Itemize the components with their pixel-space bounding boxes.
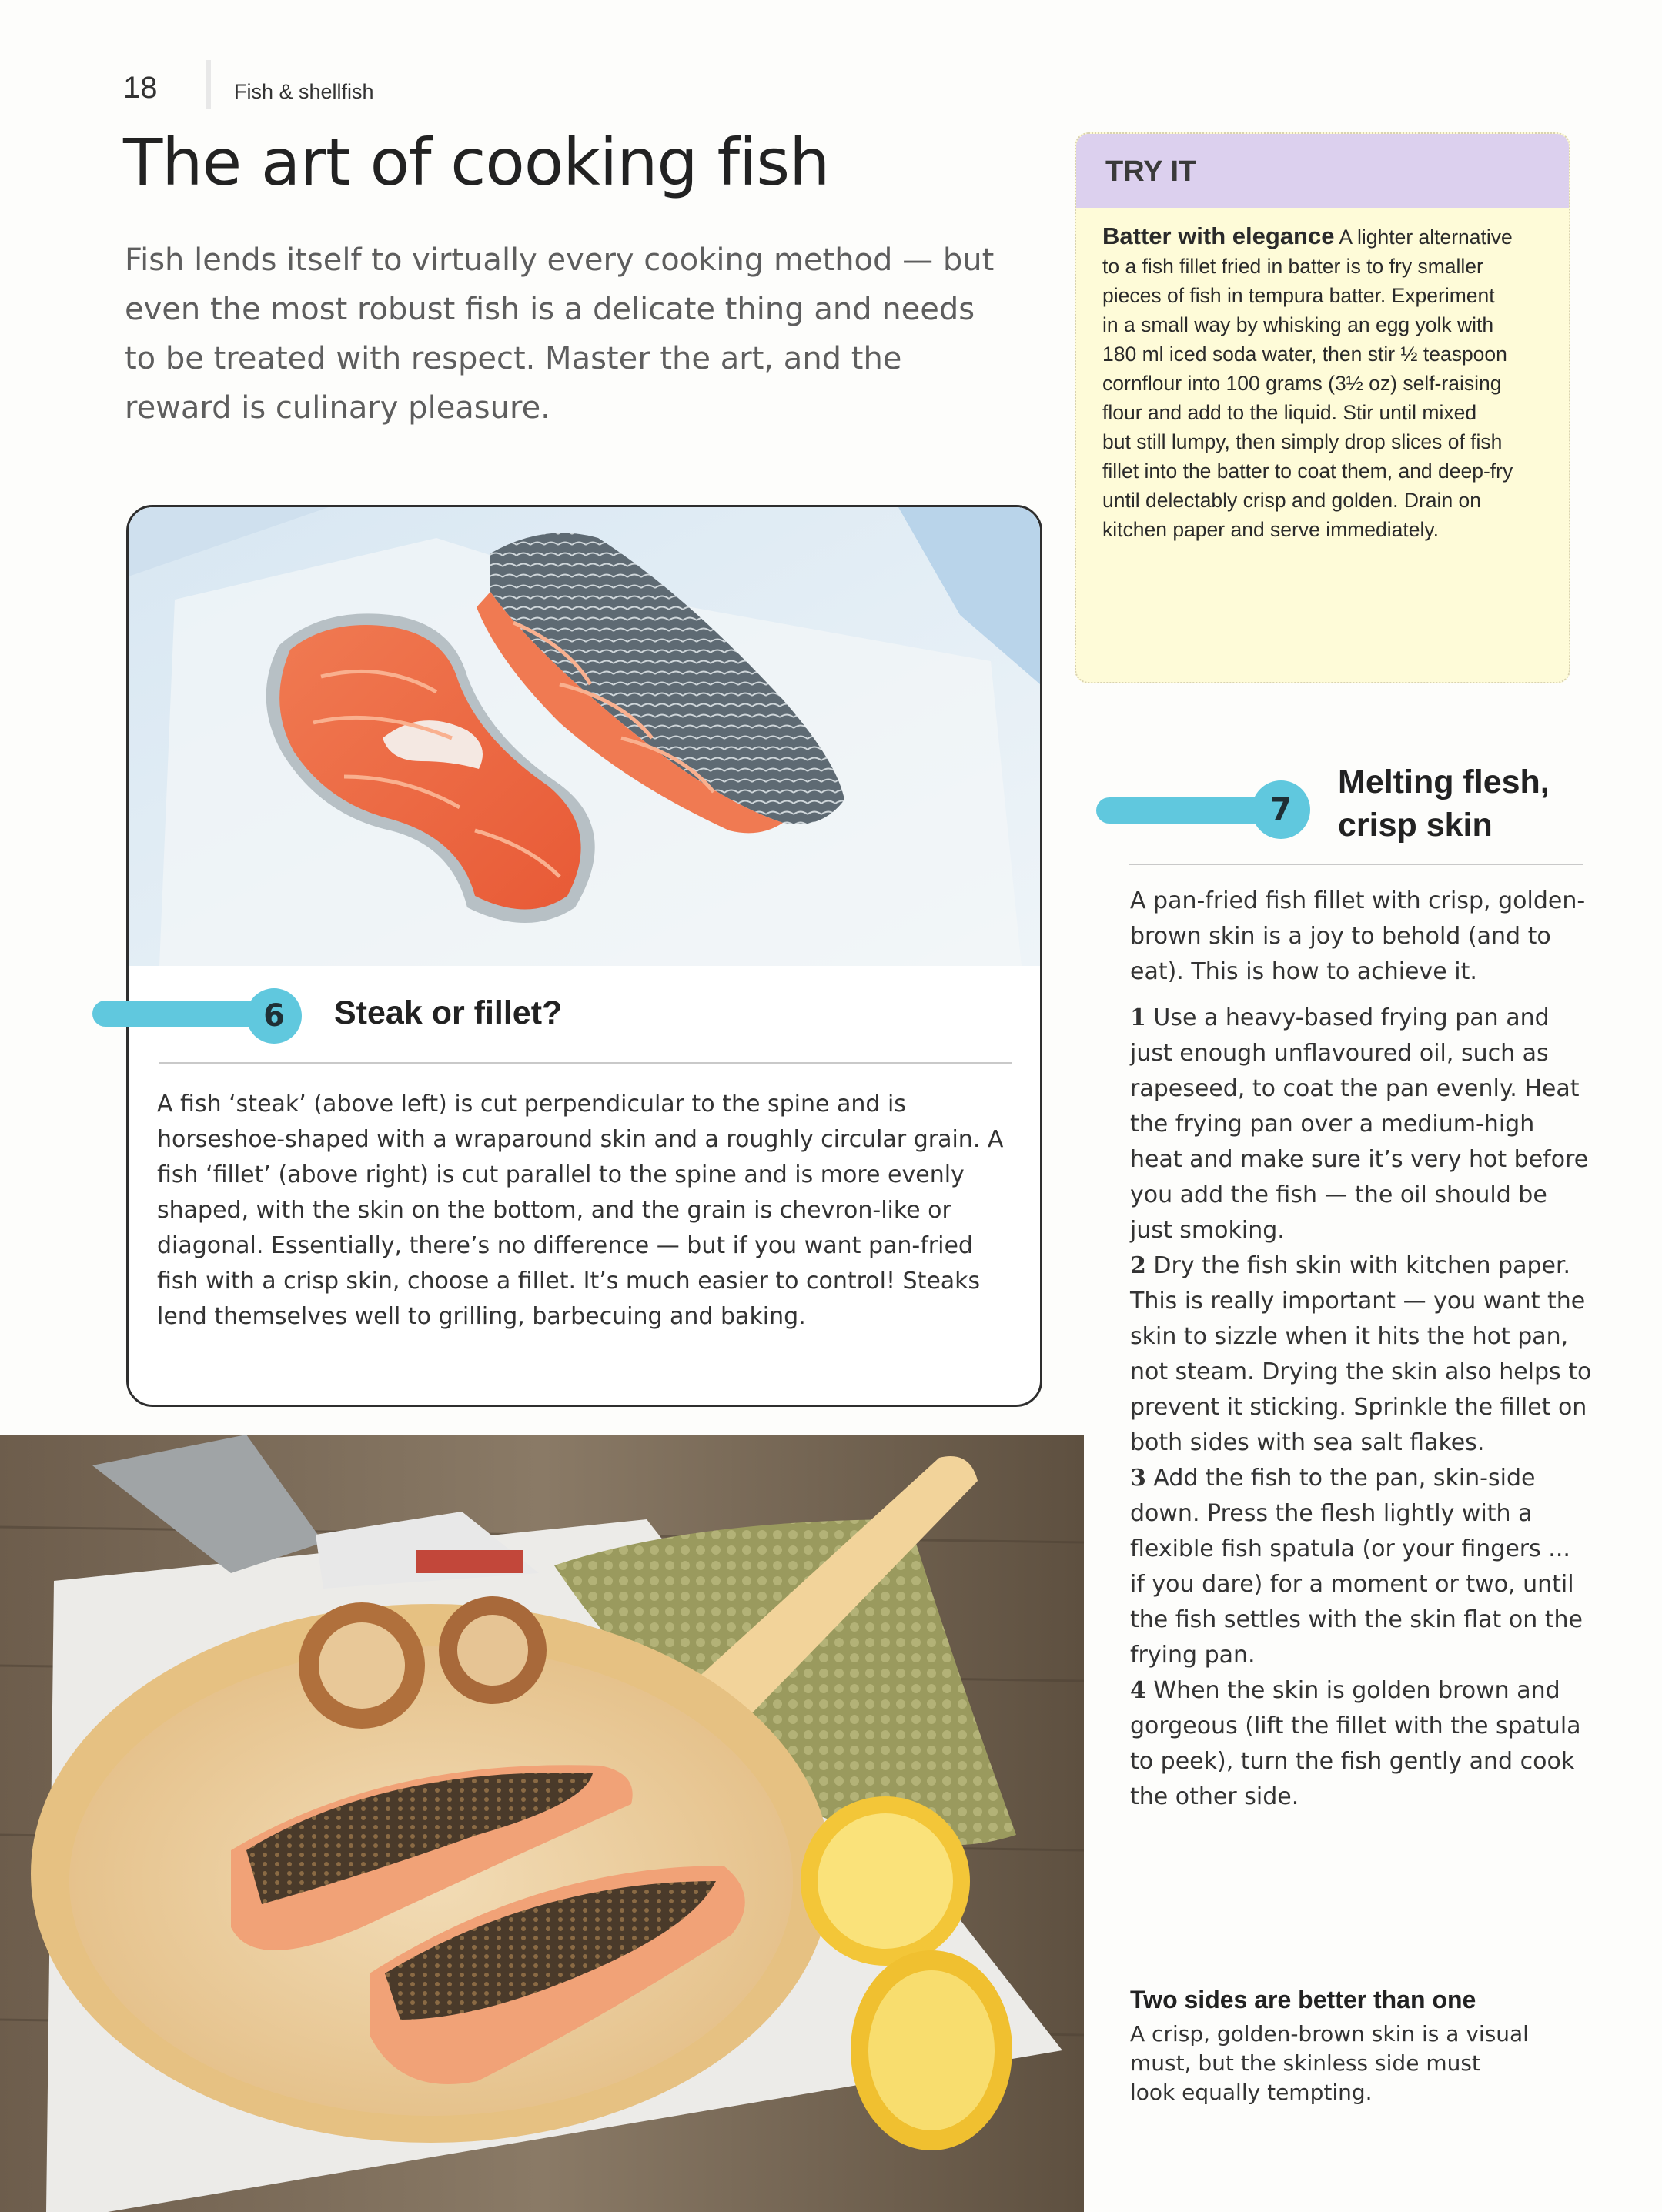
- photo-caption-title: Two sides are better than one: [1130, 1986, 1476, 2013]
- tip7-steps-list: [1130, 1001, 1592, 1815]
- try-it-line-4: 180 ml iced soda water, then stir ½ teaspoon: [1102, 342, 1507, 366]
- intro-paragraph: Fish lends itself to virtually every cooking method — but even the most robust fish is a delicate thing and needs to be treated with respect. Master the art, and the reward is culinary pleasure.: [125, 242, 995, 426]
- spoon-icon: [92, 1001, 269, 1027]
- try-it-line-text: A lighter alternative: [1339, 226, 1513, 249]
- step-text: When the skin is golden brown and gorgeous (lift the fillet with the spatula to peek), turn the fish gently and cook the other side.: [1130, 1677, 1581, 1810]
- try-it-line-7: but still lumpy, then simply drop slices of fish: [1102, 430, 1503, 453]
- try-it-box: [1075, 132, 1570, 683]
- tip6-divider: [159, 1062, 1012, 1064]
- step-text: Use a heavy-based frying pan and just enough unflavoured oil, such as rapeseed, to coat the pan evenly. Heat the frying pan over a medium-high heat and make sure it’s very hot before you add the fish — the oil should be just smoking.: [1130, 1004, 1589, 1244]
- try-it-line-5: cornflour into 100 grams (3½ oz) self-raising: [1102, 372, 1502, 395]
- salmon-steak-and-fillet-photo: [129, 507, 1040, 966]
- page-title: The art of cooking fish: [123, 125, 830, 200]
- photo-caption-body: A crisp, golden-brown skin is a visual must, but the skinless side must look equally tempting.: [1130, 2021, 1529, 2105]
- step-text: Dry the fish skin with kitchen paper. This is really important — you want the skin to sizzle when it hits the hot pan, not steam. Drying the skin also helps to prevent it sticking. Sprinkle the fillet on both sides with sea salt flakes.: [1130, 1252, 1592, 1456]
- try-it-line-0: [1102, 222, 1553, 252]
- step-number: 1: [1130, 1004, 1146, 1031]
- try-it-line-2: pieces of fish in tempura batter. Experiment: [1102, 284, 1495, 307]
- try-it-heading: Batter with elegance: [1102, 222, 1335, 249]
- page-number: 18: [123, 71, 158, 105]
- tip7-divider: [1129, 864, 1583, 865]
- try-it-line-3: in a small way by whisking an egg yolk with: [1102, 313, 1494, 336]
- step-item: [1130, 1461, 1592, 1673]
- step-text: Add the fish to the pan, skin-side down. Press the flesh lightly with a flexible fish spatula (or your fingers ... if you dare) for a moment or two, until the fish settles with the skin flat on the frying pan.: [1130, 1465, 1583, 1669]
- step-item: [1130, 1001, 1592, 1248]
- tip-number-badge: 7: [1252, 780, 1310, 839]
- tip6-body: A fish ‘steak’ (above left) is cut perpendicular to the spine and is horseshoe-shaped with a wraparound skin and a roughly circular grain. A fish ‘fillet’ (above right) is cut parallel to the spine and is more evenly shaped, with the skin on the bottom, and the grain is chevron-like or diagonal. Essentially, there’s no difference — but if you want pan-fried fish with a crisp skin, choose a fillet. It’s much easier to control! Steaks lend themselves well to grilling, barbecuing and baking.: [157, 1091, 1004, 1330]
- spoon-icon: [1096, 797, 1273, 824]
- try-it-line-6: flour and add to the liquid. Stir until mixed: [1102, 401, 1477, 424]
- tip6-title: Steak or fillet?: [334, 994, 563, 1031]
- step-number: 4: [1130, 1677, 1146, 1704]
- step-item: [1130, 1248, 1592, 1461]
- tip7-title: Melting flesh, crisp skin: [1338, 764, 1550, 844]
- step-number: 3: [1130, 1465, 1146, 1492]
- header-divider: [206, 60, 211, 109]
- section-name: Fish & shellfish: [234, 80, 374, 103]
- try-it-line-10: kitchen paper and serve immediately.: [1102, 518, 1439, 541]
- step-item: [1130, 1673, 1592, 1815]
- tip-number-badge: 6: [246, 988, 302, 1044]
- try-it-label: TRY IT: [1105, 155, 1197, 188]
- tip7-intro: A pan-fried fish fillet with crisp, golden-brown skin is a joy to behold (and to eat). This is how to achieve it.: [1130, 887, 1586, 985]
- try-it-line-8: fillet into the batter to coat them, and deep-fry: [1102, 459, 1513, 483]
- pan-fried-salmon-photo: [0, 1435, 1084, 2212]
- try-it-line-9: until delectably crisp and golden. Drain on: [1102, 489, 1482, 512]
- try-it-body: [1102, 222, 1553, 544]
- try-it-line-1: to a fish fillet fried in batter is to fry smaller: [1102, 255, 1483, 278]
- step-number: 2: [1130, 1252, 1146, 1279]
